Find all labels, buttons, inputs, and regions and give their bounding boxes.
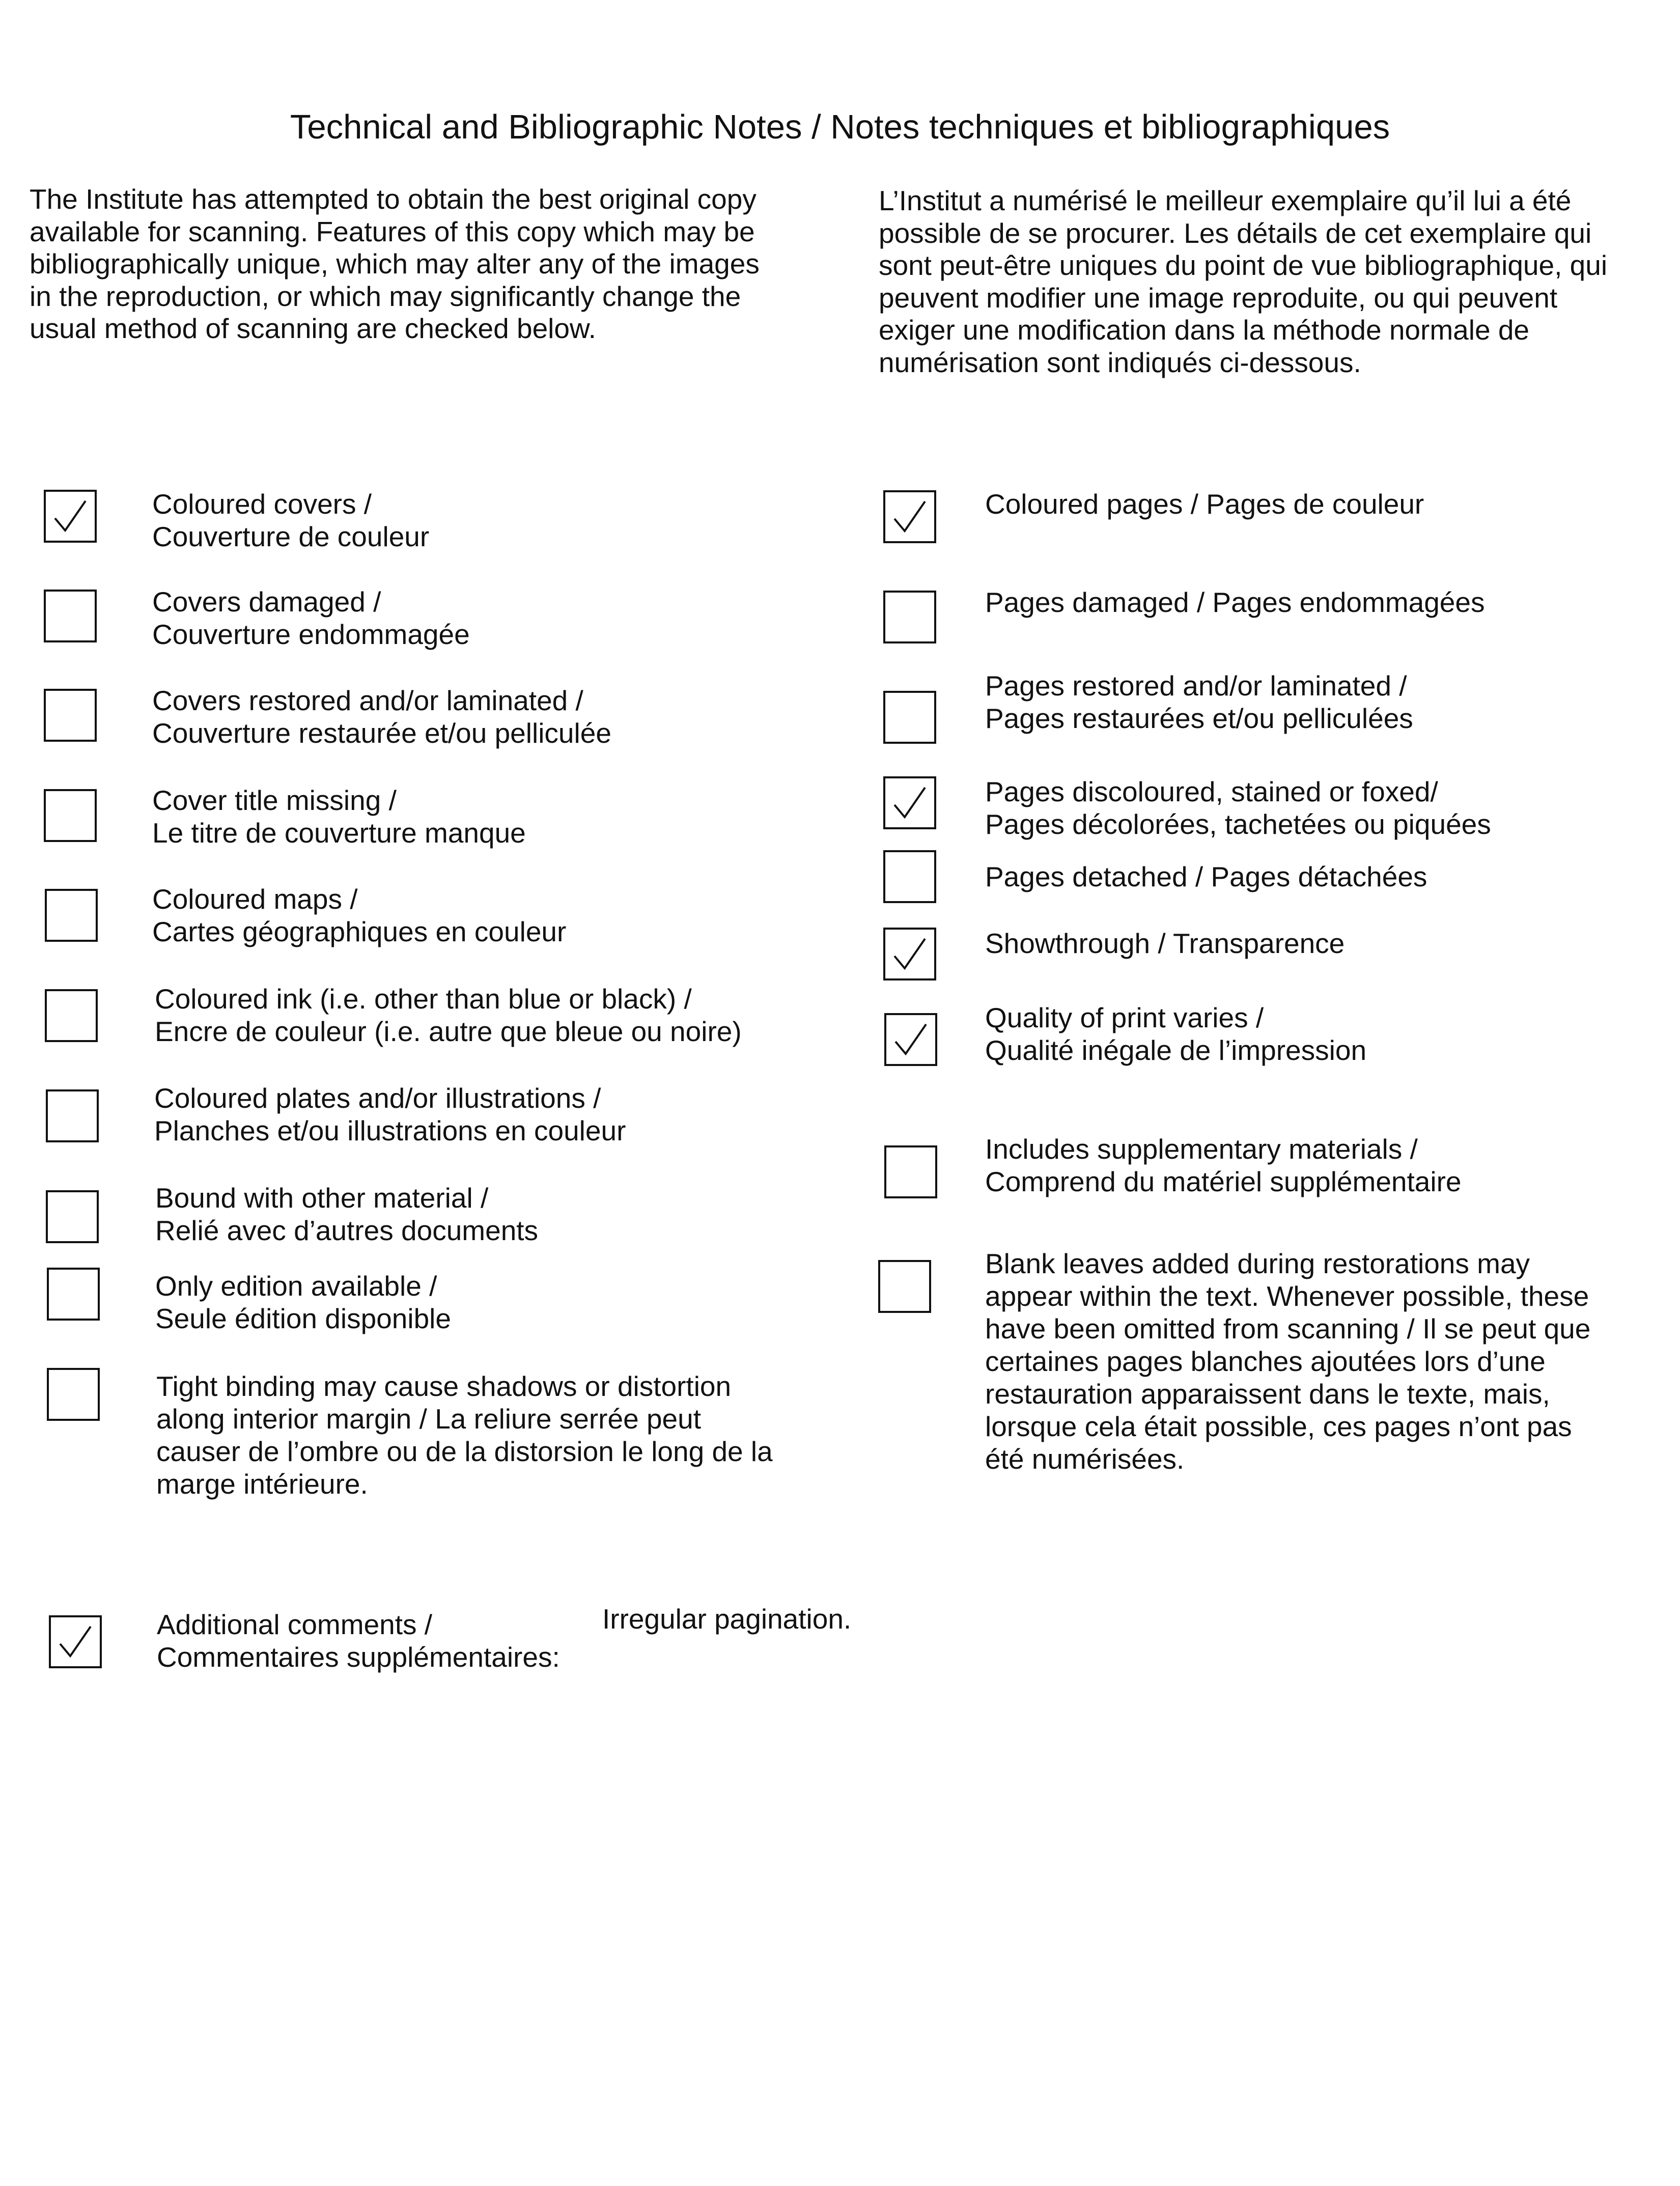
intro-english xyxy=(30,183,760,345)
checkbox[interactable] xyxy=(883,850,936,903)
label-line: have been omitted from scanning / Il se peut que xyxy=(985,1313,1591,1344)
label-line: Coloured ink (i.e. other than blue or black) / xyxy=(155,983,692,1015)
intro-french xyxy=(879,185,1607,379)
checkmark-icon xyxy=(57,1623,94,1660)
label-line: lorsque cela était possible, ces pages n’ont pas xyxy=(985,1411,1572,1442)
checkbox[interactable] xyxy=(49,1615,102,1668)
checkbox[interactable] xyxy=(44,490,97,543)
item-label xyxy=(156,1370,773,1500)
label-line: Pages décolorées, tachetées ou piquées xyxy=(985,808,1491,840)
label-line: appear within the text. Whenever possible, these xyxy=(985,1280,1589,1312)
label-line: restauration apparaissent dans le texte, mais, xyxy=(985,1378,1550,1410)
item-label xyxy=(152,488,429,553)
intro-french-line: L’Institut a numérisé le meilleur exemplaire qu’il lui a été xyxy=(879,185,1572,216)
intro-french-line: possible de se procurer. Les détails de cet exemplaire qui xyxy=(879,217,1592,249)
label-line: Coloured covers / xyxy=(152,488,372,520)
label-line: été numérisées. xyxy=(985,1443,1185,1475)
label-line: Coloured pages / Pages de couleur xyxy=(985,488,1424,520)
checkbox[interactable] xyxy=(883,490,936,543)
checkbox[interactable] xyxy=(884,1145,937,1198)
checkbox[interactable] xyxy=(45,989,98,1042)
intro-english-line: bibliographically unique, which may alter any of the images xyxy=(30,248,760,279)
item-label xyxy=(152,883,566,948)
label-line: Cover title missing / xyxy=(152,784,397,816)
label-line: certaines pages blanches ajoutées lors d’une xyxy=(985,1346,1546,1377)
label-line: Encre de couleur (i.e. autre que bleue ou noire) xyxy=(155,1016,742,1047)
label-line: Pages detached / Pages détachées xyxy=(985,861,1427,892)
label-line: Only edition available / xyxy=(155,1270,437,1302)
item-label xyxy=(985,586,1485,619)
item-label xyxy=(155,1270,451,1335)
item-label xyxy=(985,1247,1590,1475)
checkbox[interactable] xyxy=(44,689,97,742)
item-label xyxy=(985,669,1413,735)
label-line: Couverture de couleur xyxy=(152,521,430,552)
item-label xyxy=(155,983,742,1048)
intro-english-line: The Institute has attempted to obtain the best original copy xyxy=(30,183,757,215)
page-title: Technical and Bibliographic Notes / Notes techniques et bibliographiques xyxy=(290,108,1390,146)
label-line: Showthrough / Transparence xyxy=(985,928,1345,959)
label-line: Seule édition disponible xyxy=(155,1303,451,1334)
intro-french-line: exiger une modification dans la méthode normale de xyxy=(879,314,1529,346)
label-line: Couverture endommagée xyxy=(152,619,470,650)
intro-french-line: sont peut-être uniques du point de vue bibliographique, qui xyxy=(879,249,1608,281)
label-line: Commentaires supplémentaires: xyxy=(157,1641,560,1673)
item-label xyxy=(985,488,1424,520)
label-line: Includes supplementary materials / xyxy=(985,1133,1418,1165)
comment-text: Irregular pagination. xyxy=(602,1603,852,1635)
intro-french-line: numérisation sont indiqués ci-dessous. xyxy=(879,346,1361,378)
label-line: Additional comments / xyxy=(157,1609,433,1640)
item-label xyxy=(154,1082,626,1147)
label-line: Pages damaged / Pages endommagées xyxy=(985,586,1485,618)
item-label xyxy=(152,585,470,651)
checkbox[interactable] xyxy=(47,1368,100,1421)
label-line: Coloured plates and/or illustrations / xyxy=(154,1082,601,1114)
label-line: Pages restored and/or laminated / xyxy=(985,670,1407,702)
label-line: Pages discoloured, stained or foxed/ xyxy=(985,776,1438,807)
label-line: Pages restaurées et/ou pelliculées xyxy=(985,703,1413,734)
item-label xyxy=(152,784,526,849)
item-label xyxy=(985,1001,1366,1067)
label-line: Tight binding may cause shadows or distortion xyxy=(156,1370,732,1402)
intro-english-line: in the reproduction, or which may significantly change the xyxy=(30,280,741,312)
item-label xyxy=(985,860,1427,893)
checkbox[interactable] xyxy=(878,1260,931,1313)
checkmark-icon xyxy=(891,784,928,821)
item-label xyxy=(985,1133,1461,1198)
checkbox[interactable] xyxy=(883,591,936,643)
item-label xyxy=(985,927,1345,960)
label-line: Le titre de couverture manque xyxy=(152,817,526,849)
intro-english-line: usual method of scanning are checked below. xyxy=(30,313,596,344)
checkbox[interactable] xyxy=(883,776,936,829)
label-line: Comprend du matériel supplémentaire xyxy=(985,1166,1462,1197)
checkbox[interactable] xyxy=(883,691,936,744)
label-line: marge intérieure. xyxy=(156,1468,368,1500)
checkbox[interactable] xyxy=(46,1089,99,1142)
label-line: Planches et/ou illustrations en couleur xyxy=(154,1115,626,1146)
label-line: Covers restored and/or laminated / xyxy=(152,685,583,716)
label-line: Quality of print varies / xyxy=(985,1002,1264,1033)
label-line: Blank leaves added during restorations may xyxy=(985,1248,1530,1279)
checkbox[interactable] xyxy=(883,928,936,980)
checkbox[interactable] xyxy=(45,889,98,942)
checkmark-icon xyxy=(892,1021,929,1058)
checkbox[interactable] xyxy=(47,1268,100,1321)
label-line: Relié avec d’autres documents xyxy=(155,1215,539,1246)
checkmark-icon xyxy=(891,936,928,972)
label-line: Cartes géographiques en couleur xyxy=(152,916,567,947)
label-line: Qualité inégale de l’impression xyxy=(985,1034,1367,1066)
item-label xyxy=(157,1608,560,1673)
item-label xyxy=(152,684,611,749)
label-line: Couverture restaurée et/ou pelliculée xyxy=(152,717,611,749)
intro-english-line: available for scanning. Features of this copy which may be xyxy=(30,215,755,247)
item-label xyxy=(985,775,1491,840)
label-line: Coloured maps / xyxy=(152,883,358,915)
checkmark-icon xyxy=(52,498,89,535)
label-line: Bound with other material / xyxy=(155,1182,489,1214)
label-line: causer de l’ombre ou de la distorsion le long de la xyxy=(156,1436,773,1467)
label-line: along interior margin / La reliure serrée peut xyxy=(156,1403,702,1435)
checkmark-icon xyxy=(891,498,928,535)
checkbox[interactable] xyxy=(44,590,97,642)
checkbox[interactable] xyxy=(44,789,97,842)
checkbox[interactable] xyxy=(46,1190,99,1243)
intro-french-line: peuvent modifier une image reproduite, ou qui peuvent xyxy=(879,282,1558,314)
checkbox[interactable] xyxy=(884,1013,937,1066)
label-line: Covers damaged / xyxy=(152,586,381,618)
item-label xyxy=(155,1182,538,1247)
